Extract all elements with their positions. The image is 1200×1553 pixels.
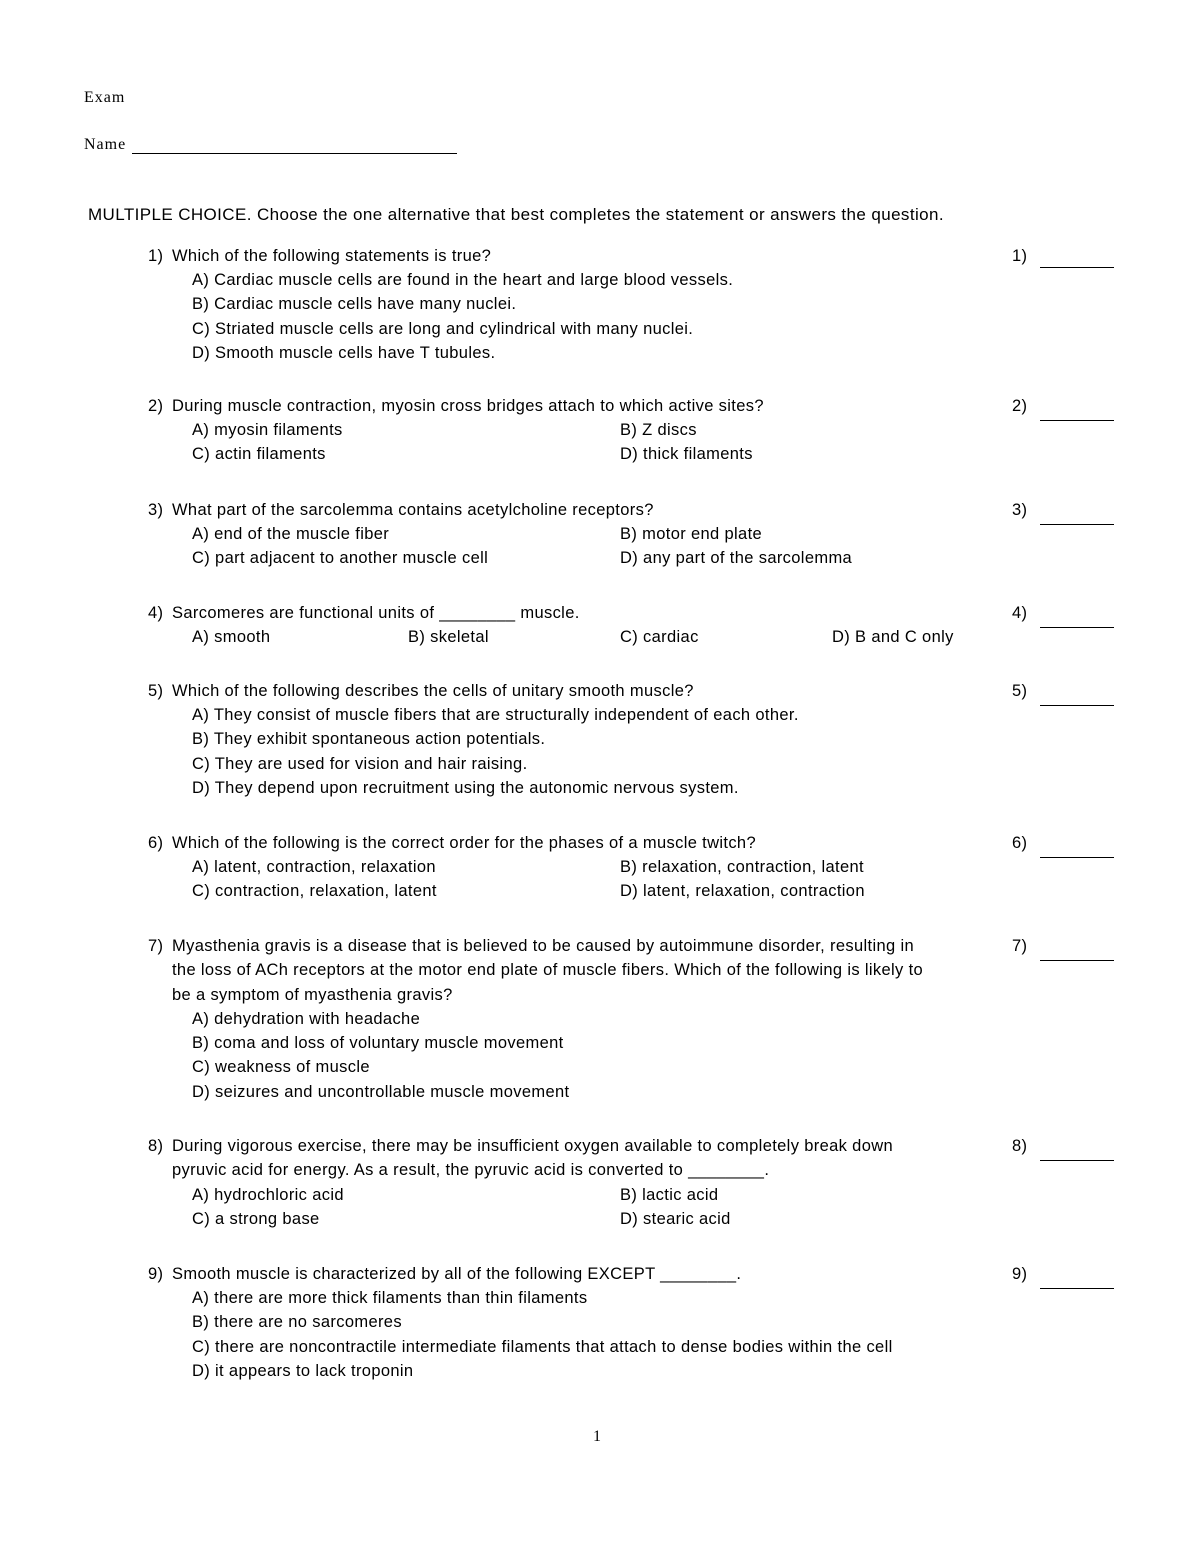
option-a[interactable]: A) latent, contraction, relaxation <box>192 858 436 876</box>
question-stem: During vigorous exercise, there may be insufficient oxygen available to completely break down <box>172 1137 894 1155</box>
question-number: 3) <box>148 501 164 519</box>
option-b[interactable]: B) skeletal <box>408 628 489 646</box>
question-stem: be a symptom of myasthenia gravis? <box>172 986 453 1004</box>
option-c[interactable]: C) contraction, relaxation, latent <box>192 882 437 900</box>
option-b[interactable]: B) Z discs <box>620 421 697 439</box>
question-number: 7) <box>148 937 164 955</box>
answer-number: 9) <box>1012 1265 1028 1283</box>
question-number: 5) <box>148 682 164 700</box>
answer-number: 8) <box>1012 1137 1028 1155</box>
answer-blank[interactable] <box>1040 524 1114 525</box>
question-stem: During muscle contraction, myosin cross bridges attach to which active sites? <box>172 397 764 415</box>
question-stem: Which of the following statements is true? <box>172 247 492 265</box>
question-number: 9) <box>148 1265 164 1283</box>
option-d[interactable]: D) any part of the sarcolemma <box>620 549 853 567</box>
answer-number: 3) <box>1012 501 1028 519</box>
answer-blank[interactable] <box>1040 857 1114 858</box>
answer-blank[interactable] <box>1040 1160 1114 1161</box>
question-stem: Sarcomeres are functional units of ________ muscle. <box>172 604 580 622</box>
question-number: 2) <box>148 397 164 415</box>
option-d[interactable]: D) Smooth muscle cells have T tubules. <box>192 344 496 362</box>
answer-number: 7) <box>1012 937 1028 955</box>
option-a[interactable]: A) dehydration with headache <box>192 1010 421 1028</box>
answer-blank[interactable] <box>1040 267 1114 268</box>
page-number: 1 <box>593 1428 601 1445</box>
option-a[interactable]: A) myosin filaments <box>192 421 343 439</box>
answer-blank[interactable] <box>1040 1288 1114 1289</box>
option-a[interactable]: A) there are more thick filaments than thin filaments <box>192 1289 588 1307</box>
option-c[interactable]: C) actin filaments <box>192 445 326 463</box>
question-number: 8) <box>148 1137 164 1155</box>
option-c[interactable]: C) part adjacent to another muscle cell <box>192 549 489 567</box>
answer-number: 6) <box>1012 834 1028 852</box>
option-c[interactable]: C) They are used for vision and hair raising. <box>192 755 528 773</box>
instructions: MULTIPLE CHOICE. Choose the one alternative that best completes the statement or answers the question. <box>88 205 944 224</box>
option-b[interactable]: B) there are no sarcomeres <box>192 1313 402 1331</box>
answer-blank[interactable] <box>1040 627 1114 628</box>
option-d[interactable]: D) stearic acid <box>620 1210 731 1228</box>
option-c[interactable]: C) a strong base <box>192 1210 320 1228</box>
option-d[interactable]: D) seizures and uncontrollable muscle movement <box>192 1083 570 1101</box>
option-b[interactable]: B) coma and loss of voluntary muscle movement <box>192 1034 564 1052</box>
answer-number: 4) <box>1012 604 1028 622</box>
option-d[interactable]: D) thick filaments <box>620 445 753 463</box>
option-c[interactable]: C) Striated muscle cells are long and cylindrical with many nuclei. <box>192 320 694 338</box>
question-number: 1) <box>148 247 164 265</box>
option-d[interactable]: D) latent, relaxation, contraction <box>620 882 865 900</box>
question-number: 6) <box>148 834 164 852</box>
option-c[interactable]: C) there are noncontractile intermediate filaments that attach to dense bodies within the cell <box>192 1338 893 1356</box>
option-a[interactable]: A) end of the muscle fiber <box>192 525 390 543</box>
answer-number: 2) <box>1012 397 1028 415</box>
question-stem: Smooth muscle is characterized by all of the following EXCEPT ________. <box>172 1265 742 1283</box>
question-stem: Which of the following is the correct order for the phases of a muscle twitch? <box>172 834 756 852</box>
question-stem: What part of the sarcolemma contains acetylcholine receptors? <box>172 501 654 519</box>
option-b[interactable]: B) Cardiac muscle cells have many nuclei. <box>192 295 517 313</box>
name-blank-line[interactable] <box>132 153 457 154</box>
answer-blank[interactable] <box>1040 705 1114 706</box>
option-b[interactable]: B) relaxation, contraction, latent <box>620 858 864 876</box>
option-b[interactable]: B) lactic acid <box>620 1186 719 1204</box>
option-b[interactable]: B) They exhibit spontaneous action potentials. <box>192 730 546 748</box>
option-c[interactable]: C) weakness of muscle <box>192 1058 370 1076</box>
option-a[interactable]: A) Cardiac muscle cells are found in the heart and large blood vessels. <box>192 271 734 289</box>
answer-number: 1) <box>1012 247 1028 265</box>
answer-blank[interactable] <box>1040 960 1114 961</box>
option-a[interactable]: A) hydrochloric acid <box>192 1186 344 1204</box>
question-stem: the loss of ACh receptors at the motor end plate of muscle fibers. Which of the following is likely to <box>172 961 924 979</box>
question-stem: pyruvic acid for energy. As a result, the pyruvic acid is converted to ________. <box>172 1161 770 1179</box>
option-b[interactable]: B) motor end plate <box>620 525 763 543</box>
answer-number: 5) <box>1012 682 1028 700</box>
question-stem: Myasthenia gravis is a disease that is believed to be caused by autoimmune disorder, resulting in <box>172 937 915 955</box>
option-a[interactable]: A) smooth <box>192 628 271 646</box>
name-label: Name <box>84 136 127 153</box>
option-d[interactable]: D) They depend upon recruitment using the autonomic nervous system. <box>192 779 739 797</box>
answer-blank[interactable] <box>1040 420 1114 421</box>
question-stem: Which of the following describes the cells of unitary smooth muscle? <box>172 682 694 700</box>
option-c[interactable]: C) cardiac <box>620 628 699 646</box>
option-a[interactable]: A) They consist of muscle fibers that are structurally independent of each other. <box>192 706 799 724</box>
question-number: 4) <box>148 604 164 622</box>
option-d[interactable]: D) B and C only <box>832 628 954 646</box>
exam-title: Exam <box>84 89 126 106</box>
option-d[interactable]: D) it appears to lack troponin <box>192 1362 414 1380</box>
